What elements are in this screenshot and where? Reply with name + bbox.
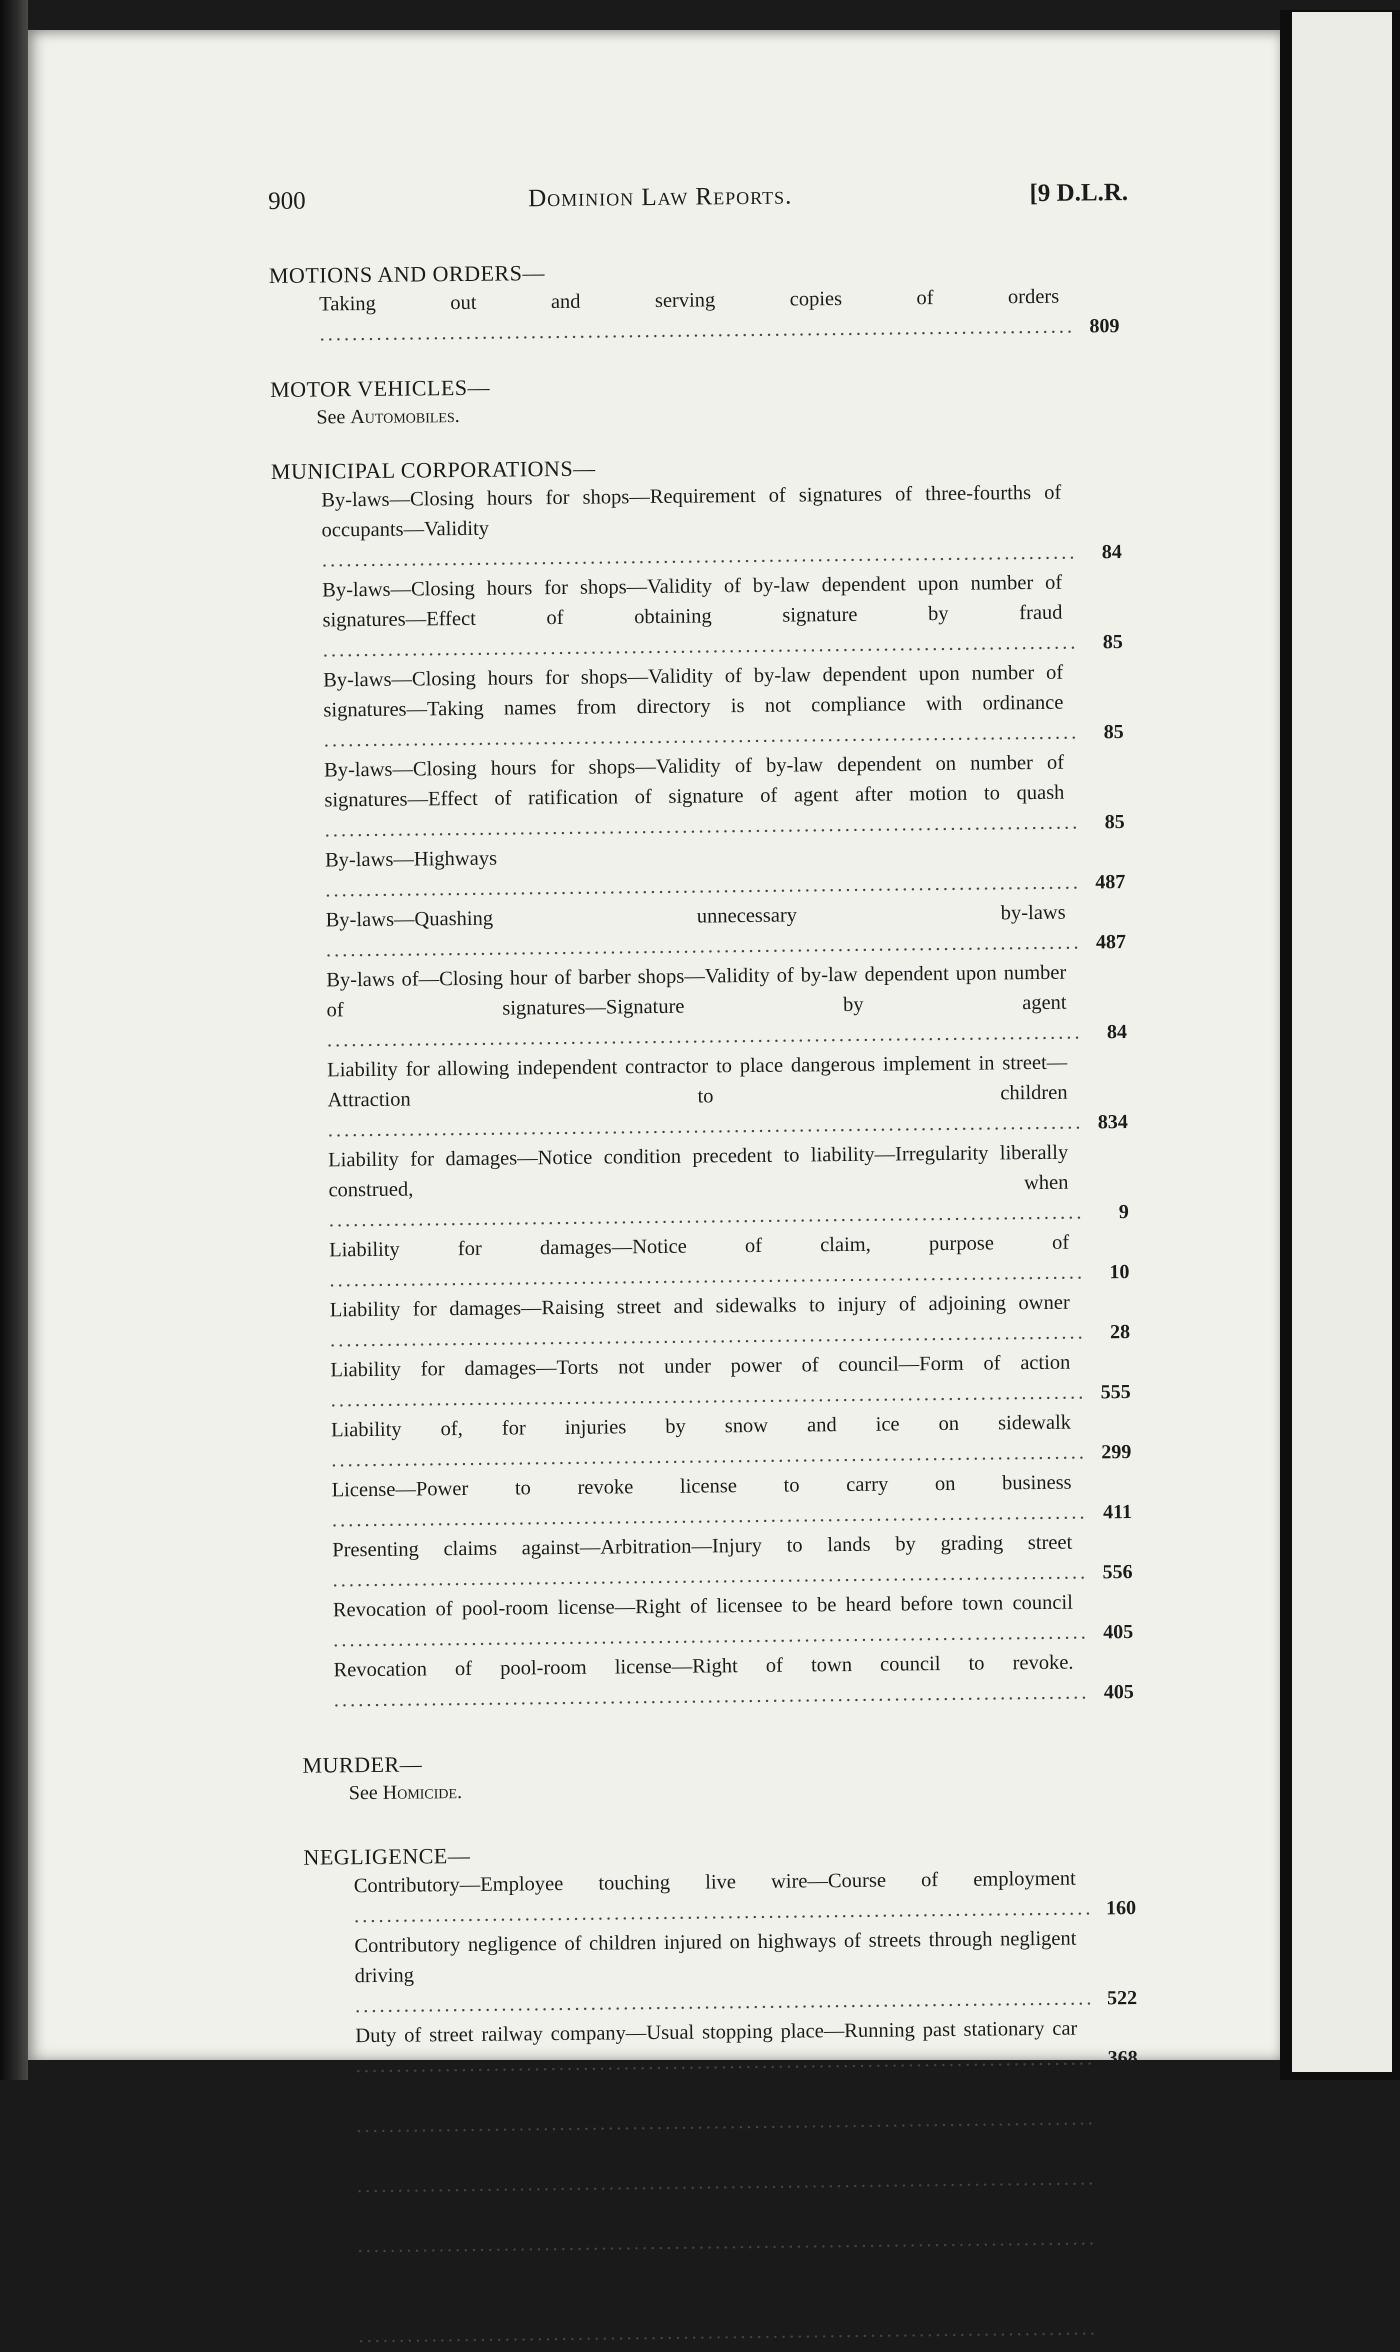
dot-leader: ........................................................................................... xyxy=(356,2107,1096,2138)
dot-leader: ........................................................................................... xyxy=(357,2227,1098,2258)
index-entry xyxy=(326,957,1127,1055)
index-entry xyxy=(333,1587,1134,1655)
entry-page-number: 556 xyxy=(1102,1561,1133,1584)
entry-text: By-laws of—Closing hour of barber shops—Validity of by-law dependent upon number of signatures—Signature by agent xyxy=(326,961,1067,1022)
dot-leader: ............................................................................................. xyxy=(331,1501,1088,1532)
index-entry xyxy=(357,2193,1140,2261)
index-entry xyxy=(323,657,1124,755)
index-entry xyxy=(324,747,1125,845)
dot-leader: ............................................................................................. xyxy=(323,721,1080,752)
see-prefix: See xyxy=(348,1781,383,1805)
entry-text: By-laws—Closing hours for shops—Validity of by-law dependent on number of signatures—Effect of ratification of signature of agent after motion to quash xyxy=(323,751,1065,812)
entry-page-number: 566 xyxy=(1108,2166,1140,2190)
dot-leader: ............................................................................................. xyxy=(321,541,1078,572)
entry-page-number: 9 xyxy=(1118,1201,1129,1224)
dot-leader: ........................................................................................... xyxy=(354,1987,1095,2018)
dot-leader: ............................................................................................. xyxy=(325,871,1082,902)
index-entry xyxy=(356,2073,1139,2141)
index-entry xyxy=(321,477,1122,575)
entry-text: Liability of railways to licensee xyxy=(356,2137,1079,2168)
entry-text: Liability for damages—Notice of claim, purpose of xyxy=(329,1231,1070,1262)
section-heading: MOTOR VEHICLES— xyxy=(269,374,491,402)
dot-leader: ........................................................................................... xyxy=(356,2167,1097,2198)
entry-page-number: 487 xyxy=(1095,931,1127,954)
entry-text: Contributory negligence of children injured on highways of streets through negligent driving xyxy=(354,1927,1077,1988)
entry-page-number: 809 xyxy=(1089,315,1120,338)
entry-page-number: 411 xyxy=(1102,1501,1133,1524)
adjacent-page-edge xyxy=(1292,12,1392,2072)
entry-page-number: 160 xyxy=(1105,1897,1137,1920)
dot-leader: ........................................................................................... xyxy=(358,2317,1098,2348)
index-entry xyxy=(358,2253,1141,2351)
entry-text: By-laws—Quashing unnecessary by-laws xyxy=(325,901,1066,932)
dot-leader: ............................................................................................. xyxy=(333,1681,1090,1712)
entry-page-number: 84 xyxy=(1106,1021,1128,1044)
entry-page-number: 368 xyxy=(1107,2046,1138,2070)
entry-page-number: 84 xyxy=(1101,541,1122,564)
dot-leader: ........................................................................................... xyxy=(353,1897,1094,1928)
index-entry xyxy=(329,1227,1130,1295)
entry-page-number: 642 xyxy=(1109,2226,1140,2250)
dot-leader: ............................................................................................. xyxy=(332,1561,1089,1592)
entry-page-number: 521 xyxy=(1108,2106,1139,2130)
see-target: Automobiles. xyxy=(350,405,460,429)
entry-page-number: 522 xyxy=(1106,1986,1138,2010)
entry-page-number: 405 xyxy=(1103,1681,1134,1704)
entry-page-number: 834 xyxy=(1097,1111,1128,1134)
entry-text: By-laws—Closing hours for shops—Validity of by-law dependent upon number of signatures—Effect of obtaining signature by fraud xyxy=(322,571,1063,632)
entry-page-number: 555 xyxy=(1100,1381,1131,1404)
entry-text: Liability of, for injuries by snow and ice on sidewalk xyxy=(330,1411,1072,1442)
entry-text: Liability for damages—Notice condition precedent to liability—Irregularity liberally construed, when xyxy=(328,1141,1069,1202)
index-entry xyxy=(330,1287,1131,1355)
index-entry xyxy=(327,1047,1128,1145)
index-section xyxy=(271,449,1134,1716)
index-entry xyxy=(331,1407,1132,1475)
running-header xyxy=(268,178,1129,232)
dot-leader: ............................................................................................. xyxy=(331,1441,1088,1472)
dot-leader: ............................................................................................. xyxy=(327,1111,1084,1142)
entry-text: By-laws—Closing hours for shops—Requirement of signatures of three-fourths of occupants—Validity xyxy=(321,481,1062,542)
section-heading: MURDER— xyxy=(302,1751,423,1778)
entry-page-number: 85 xyxy=(1102,631,1123,654)
entry-page-number: 405 xyxy=(1103,1621,1134,1644)
page-number: 900 xyxy=(268,187,306,215)
dot-leader: ............................................................................................. xyxy=(329,1321,1086,1352)
entry-page-number: 85 xyxy=(1104,811,1125,834)
entry-page-number: 299 xyxy=(1101,1441,1132,1464)
entry-text: Revocation of pool-room license—Right of town council to revoke. xyxy=(333,1651,1074,1682)
dot-leader: ............................................................................................. xyxy=(330,1381,1087,1412)
dot-leader: ............................................................................................. xyxy=(329,1261,1086,1292)
entry-text: Contributory—Employee touching live wire—Course of employment xyxy=(353,1867,1076,1898)
dot-leader: ............................................................................................. xyxy=(328,1201,1085,1232)
index-entry xyxy=(356,2133,1139,2201)
entry-page-number: 28 xyxy=(1109,1321,1131,1344)
see-prefix: See xyxy=(316,406,351,429)
index-entry xyxy=(328,1137,1129,1235)
index-entry xyxy=(322,567,1123,665)
section-heading: MOTIONS AND ORDERS— xyxy=(268,260,546,288)
entry-text: Presenting claims against—Arbitration—Injury to lands by grading street xyxy=(332,1531,1073,1562)
dot-leader: ........................................................................................... xyxy=(355,2047,1096,2078)
index-section xyxy=(302,1743,1135,1808)
entry-text: By-laws—Highways xyxy=(324,847,498,872)
index-entry xyxy=(331,1467,1132,1535)
entry-text: Injury caused by automobile—Contributory negligence of children xyxy=(355,2077,1079,2108)
entry-text: By-laws—Closing hours for shops—Validity of by-law dependent upon number of signatures—Taking names from directory is not compliance with ordinance xyxy=(323,661,1064,722)
dot-leader: ............................................................................................. xyxy=(319,315,1076,346)
section-heading: MUNICIPAL CORPORATIONS— xyxy=(270,455,596,484)
volume-reference: [9 D.L.R. xyxy=(1029,178,1129,208)
dot-leader: ............................................................................................. xyxy=(325,931,1082,962)
index-entry xyxy=(354,1923,1137,2021)
scan-left-edge xyxy=(0,0,28,2080)
index-section xyxy=(303,1835,1140,2352)
entry-page-number: 487 xyxy=(1095,871,1126,894)
entry-page-number: 772 xyxy=(1110,2316,1141,2340)
index-entry xyxy=(333,1647,1134,1715)
entry-text: Revocation of pool-room license—Right of licensee to be heard before town council xyxy=(332,1591,1073,1622)
index-entry xyxy=(355,2013,1138,2081)
entry-text: Liability for damages—Torts not under power of council—Form of action xyxy=(330,1351,1071,1382)
dot-leader: ............................................................................................. xyxy=(333,1621,1089,1652)
index-entry xyxy=(319,281,1120,349)
section-heading: NEGLIGENCE— xyxy=(303,1842,471,1870)
dot-leader: ............................................................................................. xyxy=(326,1021,1083,1052)
entry-text: Duty of street railway company—Usual stopping place—Running past stationary car xyxy=(355,2017,1078,2048)
entry-text: License—Power to revoke license to carry on business xyxy=(331,1471,1072,1502)
index-entry xyxy=(326,897,1127,965)
index-sections xyxy=(269,253,1141,2352)
index-content xyxy=(268,179,1141,2352)
index-entry xyxy=(330,1347,1131,1415)
entry-text: Liability of solicitor to client xyxy=(357,2197,1080,2228)
dot-leader: ............................................................................................. xyxy=(324,811,1081,842)
index-entry xyxy=(332,1527,1133,1595)
index-section xyxy=(270,367,1121,432)
entry-page-number: 85 xyxy=(1103,721,1124,744)
entry-text: Liability for allowing independent contractor to place dangerous implement in street—Attraction to children xyxy=(327,1051,1068,1112)
index-section xyxy=(269,253,1120,350)
entry-text: Liability for damages—Raising street and sidewalks to injury of adjoining owner xyxy=(329,1291,1070,1322)
entry-text: Taking out and serving copies of orders xyxy=(319,285,1060,316)
see-target: Homicide. xyxy=(382,1781,463,1804)
entry-page-number: 10 xyxy=(1109,1261,1130,1284)
entry-text: Seller of apparatus to be installed—Personal injury to buyer's employee during work of installation xyxy=(357,2257,1080,2318)
dot-leader: ............................................................................................. xyxy=(322,631,1079,662)
running-title: Dominion Law Reports. xyxy=(527,182,793,213)
index-entry xyxy=(354,1863,1137,1931)
index-entry xyxy=(325,837,1126,905)
